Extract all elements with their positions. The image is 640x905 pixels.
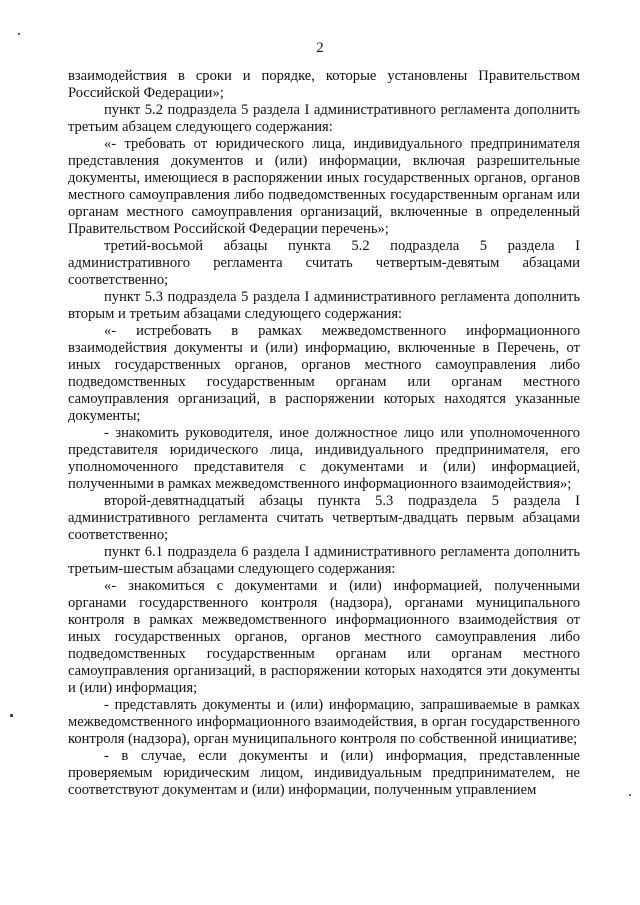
scan-speck — [18, 33, 20, 35]
document-body — [68, 68, 580, 799]
paragraph: взаимодействия в сроки и порядке, которые установлены Правительством Российской Федерации»; — [68, 68, 580, 101]
paragraph: - знакомить руководителя, иное должностное лицо или уполномоченного представителя юридического лица, индивидуального предпринимателя, его уполномоченного представителя с документами и (или) информацией, полученными в рамках межведомственного информационного взаимодействия»; — [68, 425, 580, 492]
paragraph: «- требовать от юридического лица, индивидуального предпринимателя представления документов и (или) информации, включая разрешительные документы, имеющиеся в распоряжении иных государственных органов, органов местного самоуправления либо подведомственных государственным органам или органам местного самоуправления организаций, включенные в определенный Правительством Российской Федерации перечень»; — [68, 136, 580, 237]
paragraph: пункт 5.3 подраздела 5 раздела I административного регламента дополнить вторым и третьим абзацами следующего содержания: — [68, 289, 580, 322]
paragraph: - представлять документы и (или) информацию, запрашиваемые в рамках межведомственного информационного взаимодействия, в орган государственного контроля (надзора), орган муниципального контроля по собственной инициативе; — [68, 697, 580, 747]
paragraph: - в случае, если документы и (или) информация, представленные проверяемым юридическим лицом, индивидуальным предпринимателем, не соответствуют документам и (или) информации, полученным управлением — [68, 748, 580, 798]
paragraph: пункт 6.1 подраздела 6 раздела I административного регламента дополнить третьим-шестым абзацами следующего содержания: — [68, 544, 580, 577]
page-number: 2 — [316, 40, 324, 56]
paragraph: «- знакомиться с документами и (или) информацией, полученными органами государственного контроля (надзора), органами муниципального контроля в рамках межведомственного информационного взаимодействия от иных государственных органов, органов местного самоуправления либо подведомственных государственным органам или органам местного самоуправления организаций, в распоряжении которых находятся эти документы и (или) информация; — [68, 578, 580, 696]
paragraph: пункт 5.2 подраздела 5 раздела I административного регламента дополнить третьим абзацем следующего содержания: — [68, 102, 580, 135]
scan-speck — [10, 714, 13, 717]
paragraph: «- истребовать в рамках межведомственного информационного взаимодействия документы и (или) информацию, включенные в Перечень, от иных государственных органов, органов местного самоуправления либо подведомственных государственным органам или органам местного самоуправления организаций, в распоряжении которых находятся указанные документы; — [68, 323, 580, 424]
scan-speck — [629, 794, 631, 796]
paragraph: третий-восьмой абзацы пункта 5.2 подраздела 5 раздела I административного регламента считать четвертым-девятым абзацами соответственно; — [68, 238, 580, 288]
paragraph: второй-девятнадцатый абзацы пункта 5.3 подраздела 5 раздела I административного регламента считать четвертым-двадцать первым абзацами соответственно; — [68, 493, 580, 543]
